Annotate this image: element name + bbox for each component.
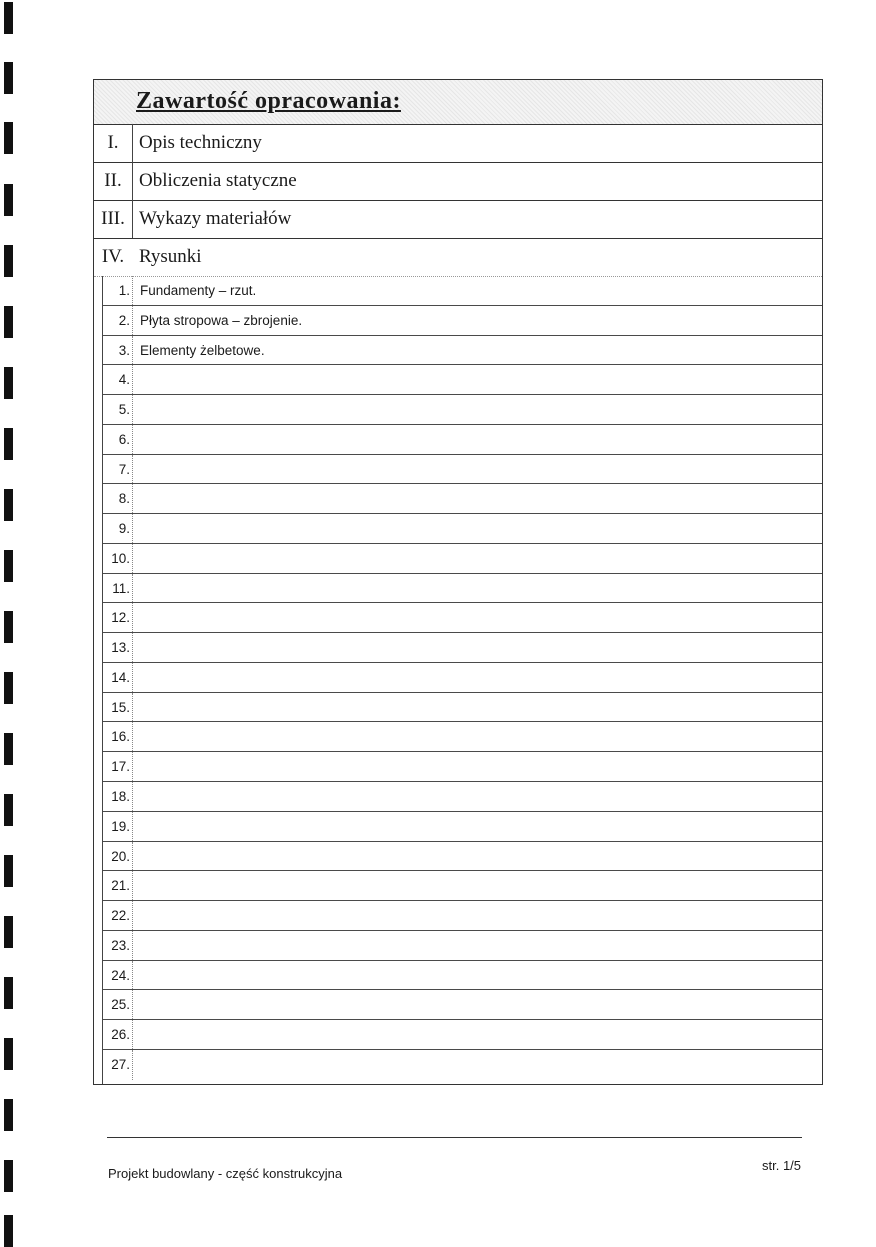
drawing-row bbox=[103, 395, 822, 425]
drawing-number: 8. bbox=[103, 484, 133, 513]
drawing-number: 6. bbox=[103, 425, 133, 454]
document-title: Zawartość opracowania: bbox=[136, 88, 401, 114]
drawing-number: 14. bbox=[103, 663, 133, 692]
section-row-rysunki bbox=[94, 238, 822, 277]
section-row-wykazy bbox=[94, 200, 822, 239]
drawing-row bbox=[103, 514, 822, 544]
drawing-number: 9. bbox=[103, 514, 133, 543]
table-of-contents bbox=[93, 79, 823, 1085]
drawing-row bbox=[103, 812, 822, 842]
drawing-row bbox=[103, 1050, 822, 1080]
section-label: Rysunki bbox=[139, 246, 202, 267]
drawing-number: 19. bbox=[103, 812, 133, 841]
drawing-row bbox=[103, 871, 822, 901]
drawing-number: 5. bbox=[103, 395, 133, 424]
drawing-number: 16. bbox=[103, 722, 133, 751]
drawing-label: Płyta stropowa – zbrojenie. bbox=[140, 312, 303, 328]
section-number: III. bbox=[94, 200, 133, 238]
section-row-obliczenia bbox=[94, 162, 822, 201]
drawing-row bbox=[103, 990, 822, 1020]
drawing-number: 10. bbox=[103, 544, 133, 573]
drawing-label: Elementy żelbetowe. bbox=[140, 342, 265, 358]
drawing-row bbox=[103, 782, 822, 812]
drawing-row bbox=[103, 693, 822, 723]
drawing-row bbox=[103, 633, 822, 663]
section-row-opis bbox=[94, 124, 822, 163]
drawing-number: 23. bbox=[103, 931, 133, 960]
drawing-row bbox=[103, 931, 822, 961]
drawing-row bbox=[103, 336, 822, 366]
drawing-row bbox=[103, 544, 822, 574]
drawing-row bbox=[103, 425, 822, 455]
drawing-number: 21. bbox=[103, 871, 133, 900]
section-label: Obliczenia statyczne bbox=[139, 170, 297, 191]
drawing-row bbox=[103, 306, 822, 336]
section-number: IV. bbox=[101, 246, 125, 267]
toc-header bbox=[94, 80, 822, 125]
drawing-number: 13. bbox=[103, 633, 133, 662]
drawing-row bbox=[103, 365, 822, 395]
drawing-number: 18. bbox=[103, 782, 133, 811]
drawing-row bbox=[103, 455, 822, 485]
footer-divider bbox=[107, 1137, 802, 1138]
drawing-row bbox=[103, 1020, 822, 1050]
drawing-number: 22. bbox=[103, 901, 133, 930]
drawing-number: 26. bbox=[103, 1020, 133, 1049]
section-number: I. bbox=[94, 124, 133, 162]
footer-page-number: str. 1/5 bbox=[762, 1158, 802, 1173]
footer-project-name: Projekt budowlany - część konstrukcyjna bbox=[108, 1166, 343, 1181]
drawing-number: 25. bbox=[103, 990, 133, 1019]
drawing-number: 15. bbox=[103, 693, 133, 722]
binding-holes bbox=[0, 0, 40, 1245]
section-number: II. bbox=[94, 162, 133, 200]
drawing-number: 12. bbox=[103, 603, 133, 632]
drawing-number: 20. bbox=[103, 842, 133, 871]
drawing-label: Fundamenty – rzut. bbox=[140, 283, 257, 298]
drawing-number: 4. bbox=[103, 365, 133, 394]
drawing-number: 17. bbox=[103, 752, 133, 781]
section-label: Wykazy materiałów bbox=[139, 208, 292, 229]
drawing-row bbox=[103, 722, 822, 752]
drawing-row bbox=[103, 484, 822, 514]
drawing-row bbox=[103, 663, 822, 693]
drawing-number: 27. bbox=[103, 1050, 133, 1080]
drawings-list bbox=[102, 276, 822, 1084]
drawing-row bbox=[103, 842, 822, 872]
drawing-number: 7. bbox=[103, 455, 133, 484]
drawing-row bbox=[103, 752, 822, 782]
drawing-number: 1. bbox=[103, 276, 133, 305]
drawing-row bbox=[103, 276, 822, 306]
drawing-number: 3. bbox=[103, 336, 133, 365]
drawing-row bbox=[103, 603, 822, 633]
drawing-number: 11. bbox=[103, 574, 133, 603]
section-label: Opis techniczny bbox=[139, 132, 262, 153]
drawing-number: 24. bbox=[103, 961, 133, 990]
drawing-row bbox=[103, 901, 822, 931]
drawing-number: 2. bbox=[103, 306, 133, 335]
drawing-row bbox=[103, 961, 822, 991]
drawing-row bbox=[103, 574, 822, 604]
